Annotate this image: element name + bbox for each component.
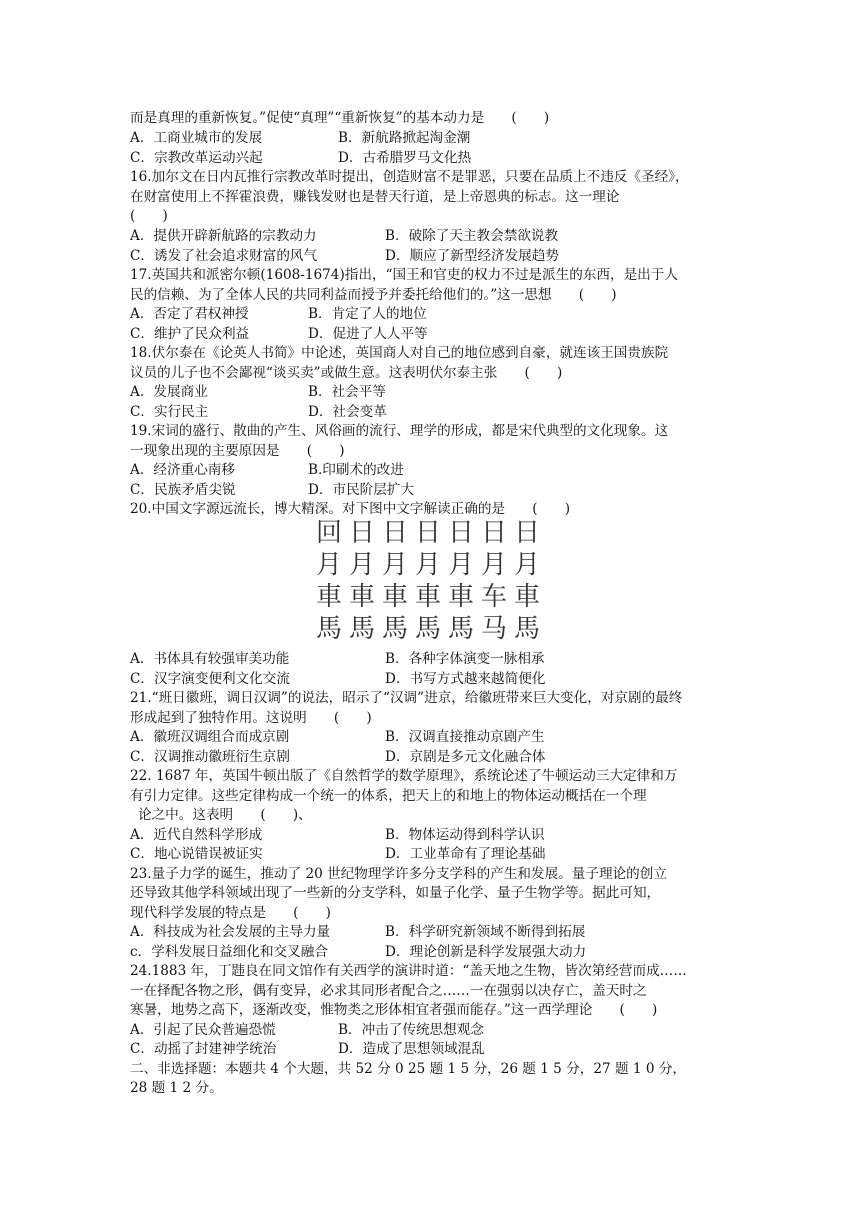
answer-option: C．宗教改革运动兴起 [130,150,263,166]
text-line: 28 题 1 2 分。 [130,1080,223,1096]
text-line: 22. 1687 年，英国牛顿出版了《自然哲学的数学原理》，系统论述了牛顿运动三大定律和万 [130,768,678,784]
script-glyph: 月 [415,550,442,580]
answer-option: c．学科发展日益细化和交叉融合 [130,944,328,960]
answer-option: C．动摇了封建神学统治 [130,1041,277,1057]
answer-option: D．造成了思想领域混乱 [338,1041,485,1057]
text-line: 16.加尔文在日内瓦推行宗教改革时提出，创造财富不是罪恶，只要在品质上不违反《圣经》， [130,169,689,185]
answer-option: B.印刷术的改进 [308,462,404,478]
script-glyph: 馬 [349,614,376,644]
script-glyph: 車 [448,582,475,612]
script-glyph: 車 [349,582,376,612]
text-line: 21.“班日徽班，调日汉调”的说法，昭示了“汉调”进京，给徽班带来巨大变化，对京剧的最终 [130,690,683,706]
script-glyph: 日 [415,518,442,548]
answer-option: C．实行民主 [130,404,209,420]
text-line: 24.1883 年，丁韪良在同文馆作有关西学的演讲时道：“盖天地之生物，皆次第经营而成…… [130,963,687,979]
answer-option: C．地心说错误被证实 [130,846,263,862]
script-glyph: 车 [481,582,508,612]
script-glyph: 馬 [316,614,343,644]
answer-option: C．汉字演变便利文化交流 [130,671,290,687]
script-glyph: 車 [316,582,343,612]
script-glyph: 月 [514,550,541,580]
text-line: 18.伏尔泰在《论英人书简》中论述，英国商人对自己的地位感到自豪，就连该王国贵族院 [130,345,669,361]
script-glyph: 月 [481,550,508,580]
text-line: 一现象出现的主要原因是 ( ) [130,443,345,459]
answer-option: C．维护了民众利益 [130,326,250,342]
script-glyph: 日 [448,518,475,548]
answer-option: D．工业革命有了理论基础 [385,846,546,862]
answer-option: C．汉调推动徽班衍生京剧 [130,749,290,765]
answer-option: A．科技成为社会发展的主导力量 [130,924,331,940]
text-line: 一在择配各物之形，偶有变异，必求其同形者配合之……一在强弱以决存亡，盖天时之 [130,983,647,999]
answer-option: A．徽班汉调组合而成京剧 [130,729,290,745]
script-glyph: 日 [382,518,409,548]
script-glyph: 馬 [382,614,409,644]
script-glyph: 月 [316,550,343,580]
answer-option: A．近代自然科学形成 [130,827,263,843]
text-line: 20.中国文字源远流长，博大精深。对下图中文字解读正确的是 ( ) [130,501,571,517]
text-line: 论之中。这表明 ( )、 [138,807,312,823]
answer-option: D．市民阶层扩大 [308,482,415,498]
text-line: 17.英国共和派密尔顿(1608-1674)指出，“国王和官吏的权力不过是派生的东西，是出于人 [130,267,678,283]
text-line: ( ) [130,208,168,224]
answer-option: D．京剧是多元文化融合体 [385,749,546,765]
chinese-script-evolution-figure [316,512,546,642]
script-glyph: 馬 [514,614,541,644]
script-glyph: 車 [415,582,442,612]
answer-option: B．破除了天主教会禁欲说教 [385,228,559,244]
answer-option: D．理论创新是科学发展强大动力 [385,944,587,960]
text-line: 19.宋词的盛行、散曲的产生、风俗画的流行、理学的形成，都是宋代典型的文化现象。这 [130,423,669,439]
text-line: 有引力定律。这些定律构成一个统一的体系，把天上的和地上的物体运动概括在一个理 [130,788,647,804]
answer-option: A．书体具有较强审美功能 [130,651,290,667]
answer-option: A．发展商业 [130,384,208,400]
text-line: 寒暑，地势之高下，逐渐改变，惟物类之形体相宜者强而能存。”这一西学理论 ( ) [130,1002,658,1018]
answer-option: B．各种字体演变一脉相承 [385,651,545,667]
answer-option: C．诱发了社会追求财富的风气 [130,248,318,264]
script-glyph: 日 [481,518,508,548]
answer-option: A．否定了君权神授 [130,306,249,322]
text-line: 形成起到了独特作用。这说明 ( ) [130,710,372,726]
answer-option: A．工商业城市的发展 [130,130,263,146]
text-line: 议员的儿子也不会鄙视“谈买卖”或做生意。这表明伏尔泰主张 ( ) [130,365,563,381]
script-glyph: 回 [316,518,343,548]
answer-option: A．经济重心南移 [130,462,235,478]
answer-option: B．肯定了人的地位 [308,306,427,322]
script-glyph: 馬 [415,614,442,644]
text-line: 还导致其他学科领域出现了一些新的分支学科，如量子化学、量子生物学等。据此可知， [130,885,661,901]
answer-option: D．社会变革 [308,404,387,420]
text-line: 在财富使用上不挥霍浪费，赚钱发财也是替天行道，是上帝恩典的标志。这一理论 [130,189,620,205]
answer-option: A．提供开辟新航路的宗教动力 [130,228,317,244]
answer-option: D．古希腊罗马文化热 [338,150,472,166]
answer-option: B．汉调直接推动京剧产生 [385,729,545,745]
answer-option: B．社会平等 [308,384,386,400]
text-line: 二、非选择题：本题共 4 个大题，共 52 分 0 25 题 1 5 分，26 题 1 5 分，27 题 1 0 分， [130,1061,687,1077]
script-glyph: 日 [514,518,541,548]
text-line: 23.量子力学的诞生，推动了 20 世纪物理学许多分支学科的产生和发展。量子理论的创立 [130,866,667,882]
script-glyph: 月 [349,550,376,580]
answer-option: B．冲击了传统思想观念 [338,1022,484,1038]
answer-option: C．民族矛盾尖锐 [130,482,236,498]
answer-option: D．顺应了新型经济发展趋势 [385,248,560,264]
script-glyph: 月 [382,550,409,580]
script-glyph: 马 [481,614,508,644]
text-line: 民的信赖、为了全体人民的共同利益而授予并委托给他们的。”这一思想 ( ) [130,287,617,303]
answer-option: B．新航路掀起淘金潮 [338,130,471,146]
answer-option: B．科学研究新领域不断得到拓展 [385,924,586,940]
script-glyph: 月 [448,550,475,580]
script-glyph: 車 [514,582,541,612]
text-line: 现代科学发展的特点是 ( ) [130,905,331,921]
answer-option: D．书写方式越来越简便化 [385,671,546,687]
answer-option: B．物体运动得到科学认识 [385,827,545,843]
script-glyph: 車 [382,582,409,612]
script-glyph: 日 [349,518,376,548]
answer-option: A．引起了民众普遍恐慌 [130,1022,276,1038]
answer-option: D．促进了人人平等 [308,326,428,342]
text-line: 而是真理的重新恢复。”促使“真理”“重新恢复”的基本动力是 ( ) [130,110,550,126]
script-glyph: 馬 [448,614,475,644]
